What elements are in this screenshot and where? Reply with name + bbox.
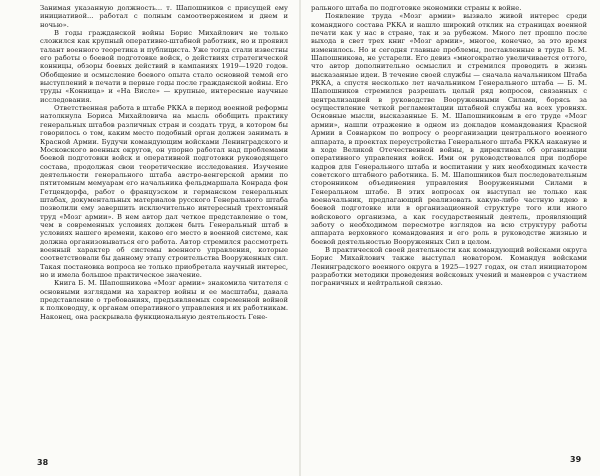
right-paragraph-1: рального штаба по подготовке экономики страны к войне. — [311, 4, 522, 12]
left-page — [0, 0, 299, 476]
left-paragraph-3: Ответственная работа в штабе РККА в период военной реформы натолкнула Бориса Михайловича на мысль обобщить практику генеральных штабов различных стран и создать труд, в котором бы говорилось о том, каким место подобный орган должен занимать в Красной Армии. Будучи командующим войсками Ленинградского и Московского военных округов, он упорно работал над проблемами боевой подготовки войск и оперативной подготовки руководящего состава, продолжая свои теоретические исследования. Изучение деятельности генерального штаба австро-венгерской армии по пятитомным мемуарам его начальника фельдмаршала Конрада фон Гетцендорфа, работ о французском и германском генеральных штабах, документальных материалов русского Генерального штаба позволили ему завершить исключительно интересный трехтомный труд «Мозг армии». В нем автор дал четкое представление о том, чем в современных условиях должен быть Генеральный штаб в условиях нашего времени, каково его место в военной системе, как должна организовываться его работа. Автор стремился рассмотреть военный характер об системы военного управления, которые соответствовали бы данному этапу строительства Вооруженных сил. Такая постановка вопроса не только приобретала научный интерес, но и имела большое практическое значение. — [40, 104, 288, 279]
left-paragraph-2: В годы гражданской войны Борис Михайлович не только сложился как крупный оперативно-штабной работник, но и проявил талант военного теоретика и публициста. Уже тогда стали известны его работы о боевой подготовке войск, о действиях стратегической конницы, обзоры боевых действий в кампаниях 1919—1920 годов. Обобщение и осмысление боевого опыта стало основной темой его выступлений в печати в первые годы после гражданской войны. Его труды «Конница» и «На Висле» — крупные, интересные научные исследования. — [40, 29, 288, 104]
left-page-text — [40, 4, 288, 321]
left-paragraph-4: Книга Б. М. Шапошникова «Мозг армии» знакомила читателя с основными взглядами на характер войны и ее масштабы, давала представление о требованиях, предъявляемых современной войной к полководцу, к органам оперативного управления и их работникам. Наконец, она раскрывала функциональную деятельность Гене- — [40, 279, 288, 321]
left-page-number: 38 — [37, 458, 49, 467]
left-paragraph-1: Занимая указанную должность... т. Шапошников с присущей ему инициативой... работал с полным самоотвержением и днем и ночью». — [40, 4, 288, 29]
right-page-number: 39 — [570, 455, 582, 464]
right-page — [301, 0, 600, 476]
right-page-text — [311, 4, 587, 288]
right-paragraph-3: В практической своей деятельности как командующий войсками округа Борис Михайлович также выступал новатором. Командуя войсками Ленинградского военного округа в 1925—1927 годах, он стал инициатором разработки методики проведения войсковых учений и маневров с участием пограничных и нейтральной связью. — [311, 245, 587, 288]
right-paragraph-2: Появление труда «Мозг армии» вызвало живой интерес среди командного состава РККА и нашло широкий отклик на страницах военной печати как у нас в стране, так и за рубежом. Много лет прошло после выхода в свет трех книг «Мозг армии», многое, конечно, за это время изменилось. Но и сегодня главные проблемы, поставленные в труде Б. М. Шапошникова, не устарели. Его девиз «многократно увеличивается оттого, что автор дополнительно осмыслил и стремился проводить в жизнь высказанные идеи. В течение своей службы — сначала начальником Штаба РККА, а спустя несколько лет начальником Генерального штаба — Б. М. Шапошников стремился разрешать целый ряд вопросов, связанных с централизацией в руководстве Вооруженными Силами, борясь за осуществление четкой регламентации штабной службы на всех уровнях. Основные мысли, высказанные Б. М. Шапошниковым в его труде «Мозг армии», нашли отражение в одном из докладов командования Красной Армии в Совнарком по вопросу о реорганизации центрального военного аппарата, в проектах переустройства Генерального штаба РККА накануне и в ходе Великой Отечественной войны, в директивах об организации оперативного управления войск. Ими он руководствовался при подборе кадров для Генерального штаба и воспитании у них необходимых качеств советского штабного работника. Б. М. Шапошников был последовательным сторонником объединения управления Вооруженными Силами в Генеральном штабе. В этих вопросах он выступал не только как военачальник, предлагающий реализовать какую-либо частную идею в боевой подготовке или в организационной структуре того или иного войскового организма, а как государственный деятель, проявляющий заботу о необходимом пересмотре взглядов на всю структуру работы аппарата верховного командования и его роль в руководстве жизнью и боевой деятельностью Вооруженных Сил в целом. — [311, 12, 587, 246]
